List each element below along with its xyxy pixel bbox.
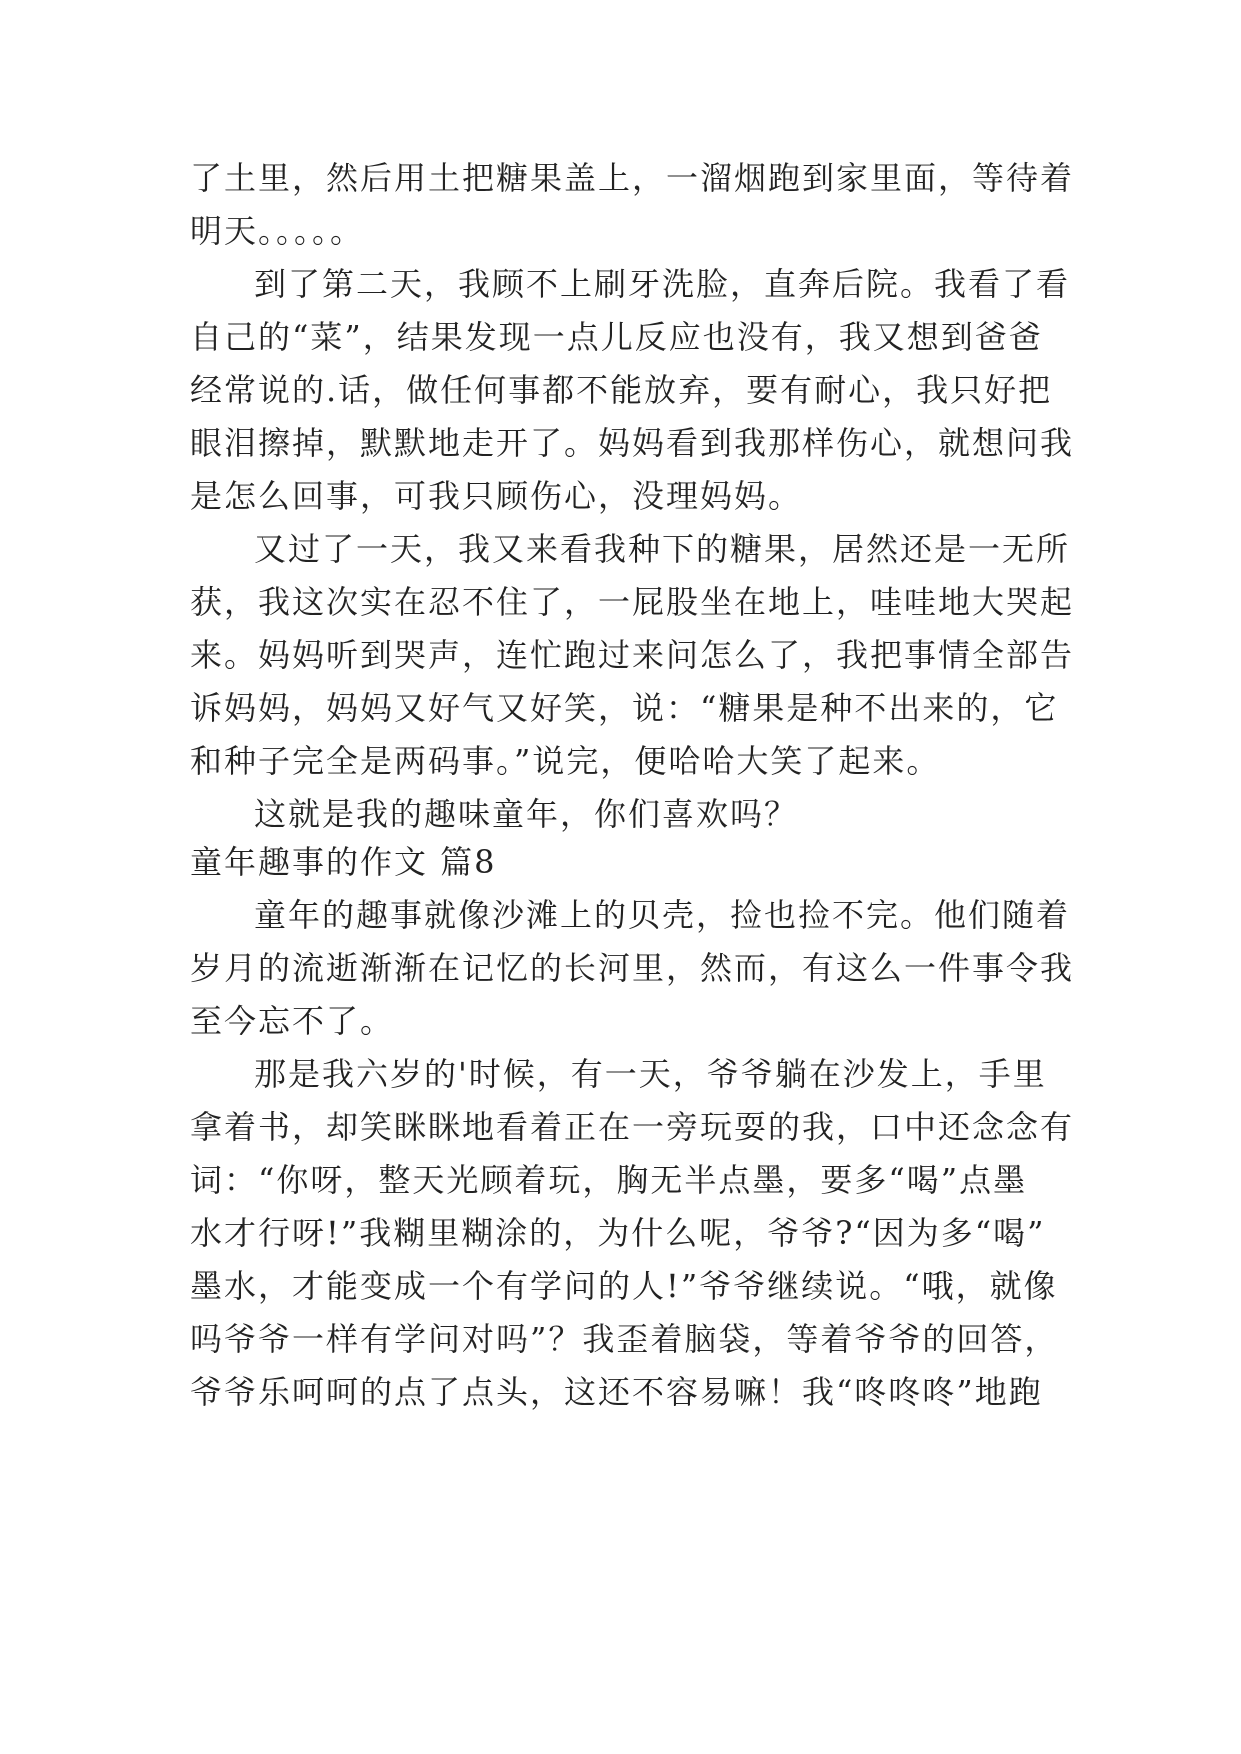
text-line: 岁月的流逝渐渐在记忆的长河里，然而，有这么一件事令我 — [190, 949, 1075, 987]
text-line: 水才行呀!”我糊里糊涂的，为什么呢，爷爷?“因为多“喝” — [190, 1214, 1046, 1252]
text-line: 了土里，然后用土把糖果盖上，一溜烟跑到家里面，等待着 — [190, 159, 1075, 197]
text-line: 又过了一天，我又来看我种下的糖果，居然还是一无所 — [254, 530, 1071, 568]
text-line: 获，我这次实在忍不住了，一屁股坐在地上，哇哇地大哭起 — [190, 583, 1075, 621]
text-line: 墨水，才能变成一个有学问的人!”爷爷继续说。“哦，就像 — [190, 1267, 1058, 1305]
section-heading: 童年趣事的作文 篇8 — [190, 843, 497, 881]
text-line: 和种子完全是两码事。”说完，便哈哈大笑了起来。 — [190, 742, 941, 780]
text-line: 童年的趣事就像沙滩上的贝壳，捡也捡不完。他们随着 — [254, 896, 1071, 934]
text-line: 眼泪擦掉，默默地走开了。妈妈看到我那样伤心，就想问我 — [190, 424, 1075, 462]
text-line: 吗爷爷一样有学问对吗”？我歪着脑袋，等着爷爷的回答， — [190, 1320, 1059, 1358]
text-line: 自己的“菜”，结果发现一点儿反应也没有，我又想到爸爸 — [190, 318, 1043, 356]
text-line: 诉妈妈，妈妈又好气又好笑，说：“糖果是种不出来的，它 — [190, 689, 1059, 727]
text-line: 至今忘不了。 — [190, 1002, 395, 1040]
text-line: 经常说的.话，做任何事都不能放弃，要有耐心，我只好把 — [190, 371, 1053, 409]
text-line: 明天。。。。。 — [190, 212, 365, 250]
text-line: 那是我六岁的'时候，有一天，爷爷躺在沙发上，手里 — [254, 1055, 1047, 1093]
text-line: 到了第二天，我顾不上刷牙洗脸，直奔后院。我看了看 — [254, 265, 1071, 303]
text-line: 爷爷乐呵呵的点了点头，这还不容易嘛！我“咚咚咚”地跑 — [190, 1373, 1043, 1411]
text-line: 这就是我的趣味童年，你们喜欢吗？ — [254, 795, 799, 833]
text-line: 词：“你呀，整天光顾着玩，胸无半点墨，要多“喝”点墨 — [190, 1161, 1028, 1199]
text-line: 来。妈妈听到哭声，连忙跑过来问怎么了，我把事情全部告 — [190, 636, 1075, 674]
text-line: 是怎么回事，可我只顾伤心，没理妈妈。 — [190, 477, 803, 515]
text-line: 拿着书，却笑眯眯地看着正在一旁玩耍的我，口中还念念有 — [190, 1108, 1075, 1146]
